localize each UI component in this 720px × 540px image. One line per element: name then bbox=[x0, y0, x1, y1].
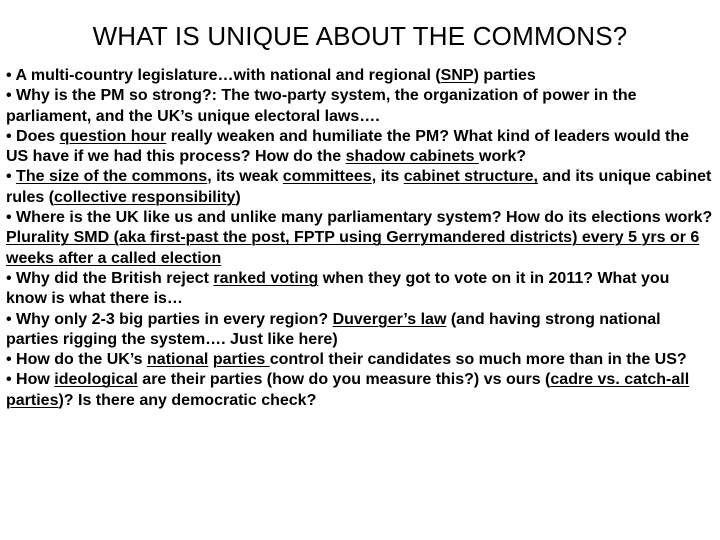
bullet-text: (and having strong national parties rigging the system…. Just like here) bbox=[6, 310, 661, 348]
bullet-item bbox=[6, 66, 714, 86]
underlined-term: Duverger’s law bbox=[332, 310, 447, 328]
underlined-term: cadre vs. catch-all parties bbox=[6, 371, 690, 409]
underlined-term: Plurality SMD (aka first-past the post, FPTP using Gerrymandered districts) every 5 yrs or 6 weeks after a called election bbox=[6, 229, 700, 267]
underlined-term: national bbox=[147, 351, 209, 369]
bullet-text: • bbox=[6, 168, 17, 186]
underlined-term: question hour bbox=[59, 127, 167, 145]
underlined-term: cabinet structure, bbox=[403, 168, 538, 186]
bullet-text: • Where is the UK like us and unlike many parliamentary system? How do its elections work? bbox=[6, 209, 713, 227]
bullet-text: )? Is there any democratic check? bbox=[58, 391, 317, 409]
bullet-item bbox=[6, 350, 714, 370]
underlined-term: collective responsibility bbox=[54, 188, 236, 206]
bullet-text: really weaken and humiliate the PM? What kind of leaders would the US have if we had this process? How do the bbox=[6, 127, 690, 166]
bullet-item bbox=[6, 370, 714, 411]
bullet-text: work? bbox=[479, 148, 527, 166]
bullet-text: • How bbox=[6, 371, 55, 389]
bullet-item bbox=[6, 310, 714, 351]
underlined-term: ranked voting bbox=[213, 269, 319, 287]
bullet-text: , its bbox=[371, 168, 404, 186]
bullet-list bbox=[6, 66, 714, 411]
bullet-text: and its unique cabinet rules ( bbox=[6, 168, 712, 206]
underlined-term: shadow cabinets bbox=[345, 148, 479, 166]
underlined-term: committees bbox=[282, 168, 372, 186]
bullet-item bbox=[6, 208, 714, 269]
underlined-term: SNP bbox=[440, 67, 474, 84]
bullet-text: , its weak bbox=[207, 168, 283, 186]
underlined-term: ideological bbox=[54, 371, 138, 389]
bullet-text: • Why did the British reject bbox=[6, 269, 214, 287]
bullet-text: ) parties bbox=[473, 67, 536, 84]
bullet-text: are their parties (how do you measure this?) vs ours ( bbox=[137, 371, 551, 389]
underlined-term: parties bbox=[212, 351, 270, 369]
slide-title: WHAT IS UNIQUE ABOUT THE COMMONS? bbox=[92, 21, 628, 51]
bullet-text: • Does bbox=[6, 127, 60, 145]
bullet-text: • Why is the PM so strong?: The two-party system, the organization of power in the parliament, and the UK’s unique electoral laws…. bbox=[6, 87, 637, 125]
bullet-text: control their candidates so much more than in the US? bbox=[269, 351, 687, 369]
bullet-item bbox=[6, 269, 714, 310]
bullet-item bbox=[6, 127, 714, 168]
bullet-text: ) bbox=[235, 188, 241, 206]
bullet-text: • How do the UK’s bbox=[6, 351, 148, 369]
bullet-text: when they got to vote on it in 2011? What you know is what there is… bbox=[6, 269, 670, 308]
bullet-item bbox=[6, 167, 714, 208]
bullet-text: • A multi-country legislature…with national and regional ( bbox=[6, 67, 441, 84]
underlined-term: The size of the commons bbox=[16, 168, 208, 186]
bullet-text: • Why only 2-3 big parties in every region? bbox=[6, 310, 333, 328]
bullet-item bbox=[6, 86, 714, 127]
